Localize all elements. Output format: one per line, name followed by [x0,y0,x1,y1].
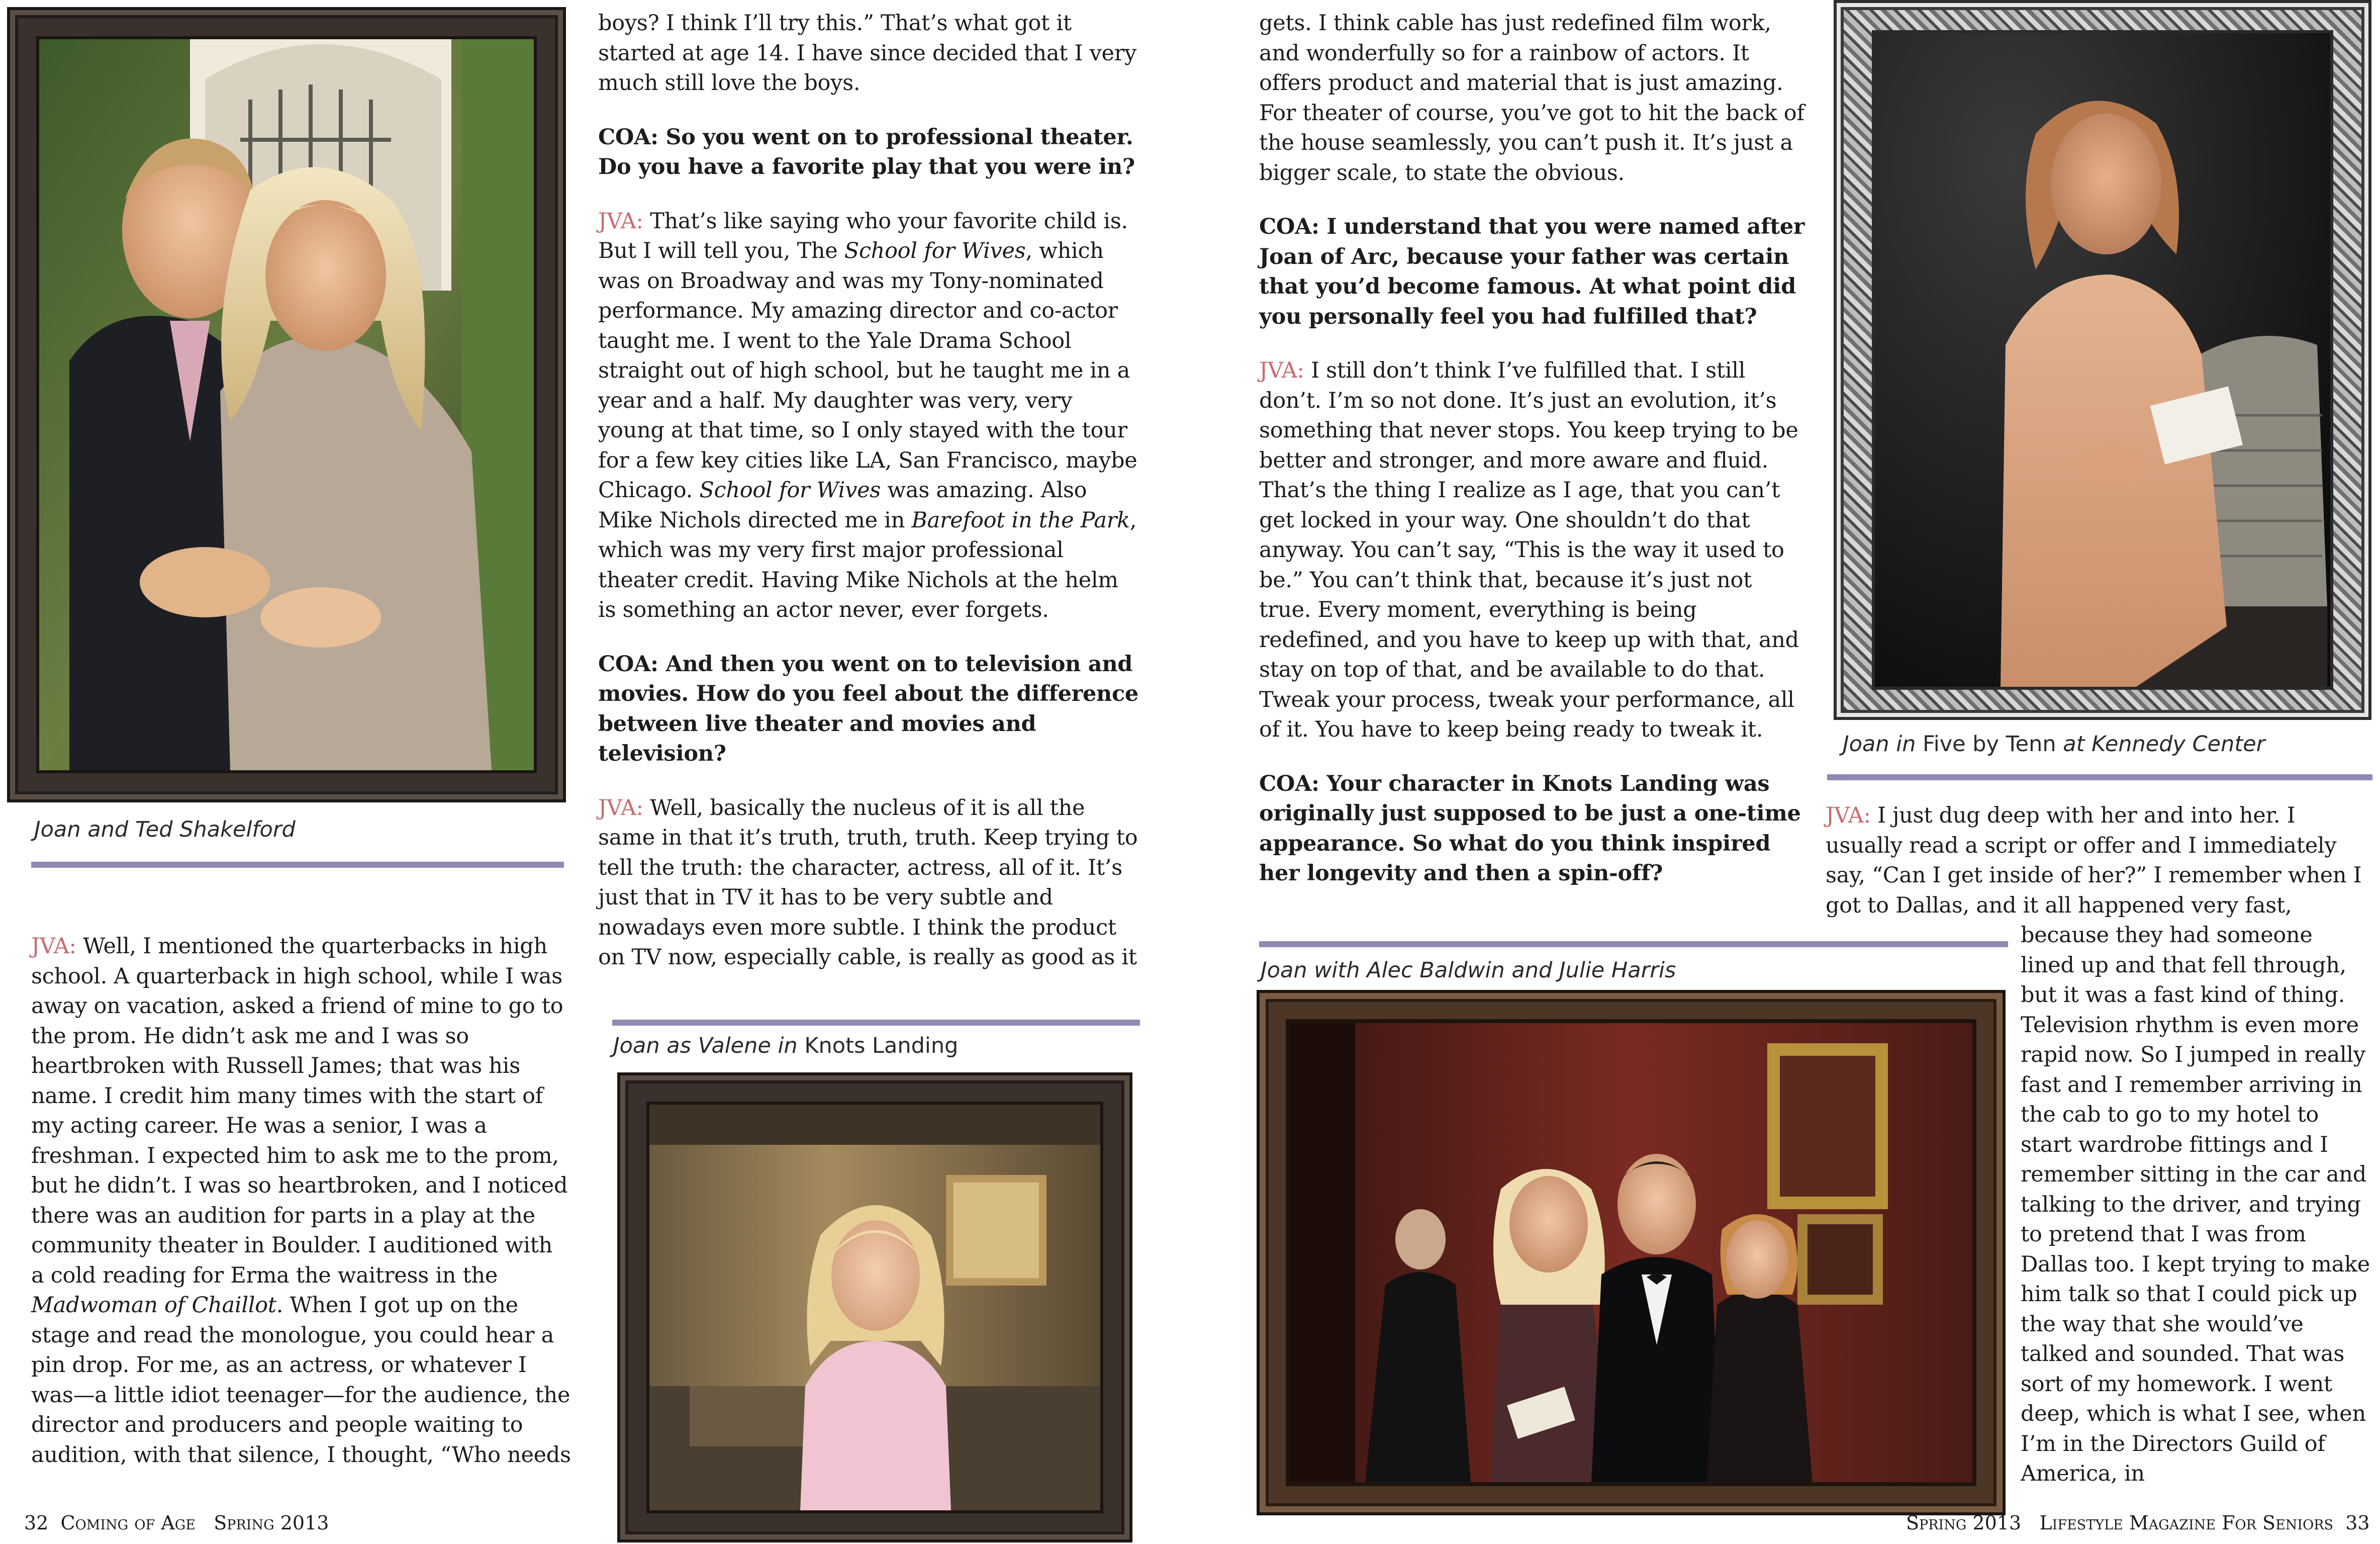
article-column-3 [1259,9,1807,913]
photo-joan-as-valene [649,1105,1100,1510]
article-column-2 [598,9,1141,997]
page-number-left: 32 [24,1512,49,1534]
page-number-right: 33 [2345,1512,2370,1534]
photo-joan-and-ted [39,39,534,770]
photo-joan-as-valene-image [649,1105,1100,1510]
speaker-jva: JVA: [31,934,76,959]
article-column-1 [31,932,572,1494]
question-knots-landing: COA: Your character in Knots Landing was originally just supposed to be just a one-time appearance. So what do you think inspired her longevity and then a spin-off? [1259,771,1801,886]
magazine-name-left: Coming of Age [60,1512,196,1534]
caption-photo-five-by-tenn: Joan in Five by Tenn at Kennedy Center [1843,732,2265,757]
caption-photo-joan-ted: Joan and Ted Shakelford [34,817,296,842]
article-column-4 [1826,801,2373,921]
photo-baldwin-harris-image [1290,1023,1972,1482]
footer-left [24,1512,329,1534]
answer-favorite-play: JVA: That’s like saying who your favorite child is. But I will tell you, The School for Wives, which was on Broadway and was my Tony-nominated performance. My amazing director and co-actor taught me. I went to the Yale Drama School straight out of high school, but he taught me in a year and a half. My daughter was very, very young at that time, so I only stayed with the tour for a few key cities like LA, San Francisco, maybe Chicago. School for Wives was amazing. Also Mike Nichols directed me in Barefoot in the Park, which was my very first major professional theater credit. Having Mike Nichols at the helm is something an actor never, ever forgets. [598,208,1137,622]
question-joan-of-arc: COA: I understand that you were named after Joan of Arc, because your father was certain that you’d become famous. At what point did you personally feel you had fulfilled that? [1259,214,1805,329]
answer-tv-vs-theater: JVA: Well, basically the nucleus of it is all the same in that it’s truth, truth, truth. Keep trying to tell the truth: the character, actress, all of it. It’s just that in TV it has to be very subtle and nowadays even more subtle. I think the product on TV now, especially cable, is really as good as it [598,795,1138,970]
article-column-4-narrow [2021,921,2372,1489]
photo-frame-five-by-tenn [1834,0,2371,720]
speaker-jva: JVA: [598,208,643,234]
issue-right: Spring 2013 [1906,1512,2022,1534]
caption-rule-3 [1827,774,2372,780]
speaker-jva: JVA: [1826,803,1871,828]
question-professional-theater: COA: So you went on to professional theater. Do you have a favorite play that you were in? [598,124,1135,179]
caption-rule-4 [1259,941,2008,947]
footer-right [1906,1512,2370,1534]
answer-paragraph-quarterbacks: JVA: Well, I mentioned the quarterbacks in high school. A quarterback in high school, while I was away on vacation, asked a friend of mine to go to the prom. He didn’t ask me and I was so heartbroken with Russell James; that was his name. I credit him many times with the start of my acting career. He was a senior, I was a freshman. I expected him to ask me to the prom, but he didn’t. I was so heartbroken, and I noticed there was an audition for parts in a play at the community theater in Boulder. I auditioned with a cold reading for Erma the waitress in the Madwoman of Chaillot. When I got up on the stage and read the monologue, you could hear a pin drop. For me, as an actress, or whatever I was—a little idiot teenager—for the audience, the director and producers and people waiting to audition, with that silence, I thought, “Who needs [31,934,571,1468]
speaker-jva: JVA: [1259,358,1304,383]
photo-joan-five-by-tenn [1875,33,2330,687]
photo-frame-joan-ted [7,7,566,802]
magazine-name-right: Lifestyle Magazine For Seniors [2039,1512,2334,1534]
photo-joan-with-alec-baldwin-and-julie-harris [1290,1023,1972,1482]
photo-frame-valene [617,1072,1132,1542]
answer-fulfilled: JVA: I still don’t think I’ve fulfilled that. I still don’t. I’m so not done. It’s just an evolution, it’s something that never stops. You keep trying to be better and stronger, and more aware and fluid. That’s the thing I realize as I age, that you can’t get locked in your way. One shouldn’t do that anyway. You can’t say, “This is the way it used to be.” You can’t think that, because it’s just not true. Every moment, everything is being redefined, and you have to keep up with that, and stay on top of that, and be available to do that. Tweak your process, tweak your performance, all of it. You have to keep being ready to tweak it. [1259,358,1799,742]
speaker-jva: JVA: [598,795,643,821]
question-television-movies: COA: And then you went on to television and movies. How do you feel about the difference between live theater and movies and television? [598,651,1138,766]
paragraph-continuation: boys? I think I’ll try this.” That’s what got it started at age 14. I have since decided that I very much still love the boys. [598,11,1136,96]
issue-left: Spring 2013 [214,1512,329,1534]
caption-photo-valene: Joan as Valene in Knots Landing [613,1033,959,1058]
answer-dug-deep-part1: JVA: I just dug deep with her and into her. I usually read a script or offer and I immediately say, “Can I get inside of her?” I remember when I got to Dallas, and it all happened very fast, [1826,803,2362,918]
caption-rule-1 [31,862,564,868]
paragraph-continuation-right: gets. I think cable has just redefined film work, and wonderfully so for a rainbow of actors. It offers product and material that is just amazing. For theater of course, you’ve got to hit the back of the house seamlessly, you can’t push it. It’s just a bigger scale, to state the obvious. [1259,11,1804,186]
photo-joan-five-by-tenn-image [1875,33,2330,687]
caption-photo-baldwin-harris: Joan with Alec Baldwin and Julie Harris [1261,958,1676,983]
answer-dug-deep-part2: because they had someone lined up and that fell through, but it was a fast kind of thing. Television rhythm is even more rapid now. So I jumped in really fast and I remember arriving in the cab to go to my hotel to start wardrobe fittings and I remember sitting in the car and talking to the driver, and trying to pretend that I was from Dallas too. I kept trying to make him talk so that I could pick up the way that she would’ve talked and sounded. That was sort of my homework. I went deep, which is what I see, when I’m in the Directors Guild of America, in [2021,923,2370,1486]
photo-frame-baldwin-harris [1257,990,2006,1515]
photo-joan-and-ted-image [39,39,534,770]
caption-rule-2 [612,1020,1140,1026]
